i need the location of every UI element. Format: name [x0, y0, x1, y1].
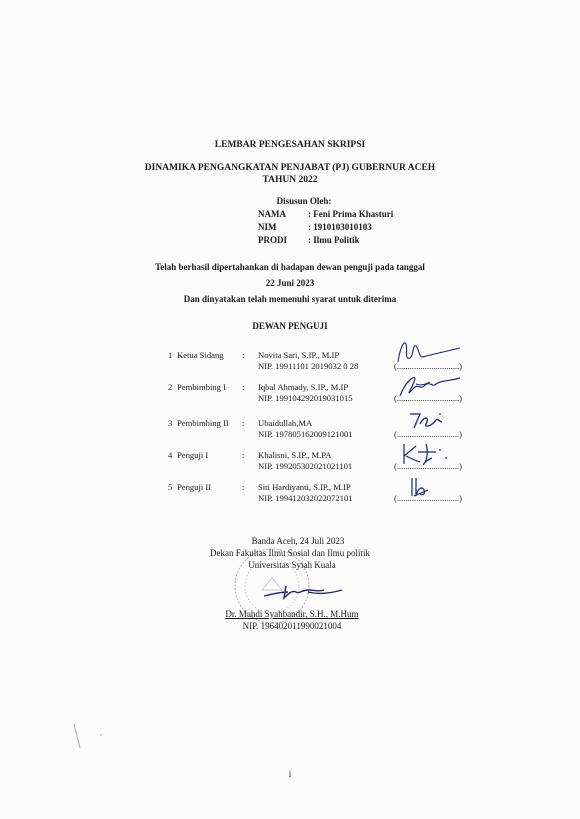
examiner-role: Pembimbing II [177, 418, 229, 428]
examiner-number: 1 [168, 350, 173, 360]
examiner-colon: : [242, 418, 245, 428]
thesis-title-line2: TAHUN 2022 [262, 175, 318, 185]
author-prodi-value: : Ilmu Politik [308, 235, 360, 245]
examiner-number: 5 [168, 482, 173, 492]
author-nim-value: : 1910103010103 [308, 222, 372, 232]
examiner-nip: NIP. 19911101 2019032 0 28 [258, 361, 359, 371]
signature-image [396, 410, 456, 434]
author-name-label: NAMA [258, 209, 286, 219]
dean-name: Dr. Mahdi Syahbandir, S.H., M.Hum [225, 609, 359, 619]
examiner-colon: : [242, 482, 245, 492]
author-prodi-label: PRODI [258, 235, 287, 245]
examiner-nip: NIP. 197805162009121001 [258, 429, 353, 439]
examiner-role: Ketua Sidang [177, 350, 224, 360]
examiner-name: Khalisni, S.IP., M.PA [258, 450, 332, 460]
signature-line: (.............................) [394, 429, 463, 439]
defense-statement-line1: Telah berhasil dipertahankan di hadapan dewan penguji pada tanggal [155, 262, 425, 272]
signature-image [396, 474, 456, 500]
examiner-number: 4 [168, 450, 173, 460]
examiner-nip: NIP. 199412032022072101 [258, 493, 353, 503]
signature-image [396, 338, 466, 368]
defense-date: 22 Juni 2023 [265, 278, 315, 288]
examiner-role: Penguji II [177, 482, 212, 492]
examiner-number: 3 [168, 418, 173, 428]
examiner-colon: : [242, 382, 245, 392]
document-title: LEMBAR PENGESAHAN SKRIPSI [214, 140, 366, 150]
examiner-nip: NIP. 199205302021021101 [258, 461, 353, 471]
approval-position-line1: Dekan Fakultas Ilmu Sosial dan Ilmu politik [210, 548, 370, 558]
examiner-number: 2 [168, 382, 173, 392]
signature-line: (.............................) [394, 361, 463, 371]
signature-line: (.............................) [394, 493, 463, 503]
examiner-name: Ubaidullah,MA [258, 418, 313, 428]
examiner-colon: : [242, 450, 245, 460]
examiner-role: Penguji I [177, 450, 209, 460]
approval-position-line2: Universitas Syiah Kuala [248, 560, 336, 570]
examiner-role: Pembimbing I [177, 382, 226, 392]
signature-image [396, 372, 466, 402]
examiner-name: Siti Hardiyanti, S.IP., M.IP [258, 482, 351, 492]
examiner-nip: NIP. 199104292019031015 [258, 393, 353, 403]
page-number: i [288, 769, 292, 779]
dean-signature [262, 580, 352, 606]
signature-image [396, 440, 466, 468]
defense-statement-line2: Dan dinyatakan telah memenuhi syarat untuk diterima [183, 294, 397, 304]
signature-line: (.............................) [394, 393, 463, 403]
examiner-name: Novita Sari, S.IP., M.IP [258, 350, 340, 360]
board-heading: DEWAN PENGUJI [252, 321, 328, 331]
compiled-by-label: Disusun Oleh: [276, 196, 332, 206]
author-nim-label: NIM [258, 222, 277, 232]
signature-line: (.............................) [394, 461, 463, 471]
author-name-value: : Feni Prima Khasturi [308, 209, 394, 219]
examiner-colon: : [242, 350, 245, 360]
examiner-name: Iqbal Ahmady, S.IP., M.IP [258, 382, 349, 392]
dean-nip: NIP. 196402011990021004 [242, 621, 342, 631]
author-block [258, 208, 393, 247]
scan-mark [70, 722, 110, 752]
thesis-title-line1: DINAMIKA PENGANGKATAN PENJABAT (PJ) GUBERNUR ACEH [144, 163, 436, 173]
approval-place-date: Banda Aceh, 24 Juli 2023 [251, 536, 345, 546]
